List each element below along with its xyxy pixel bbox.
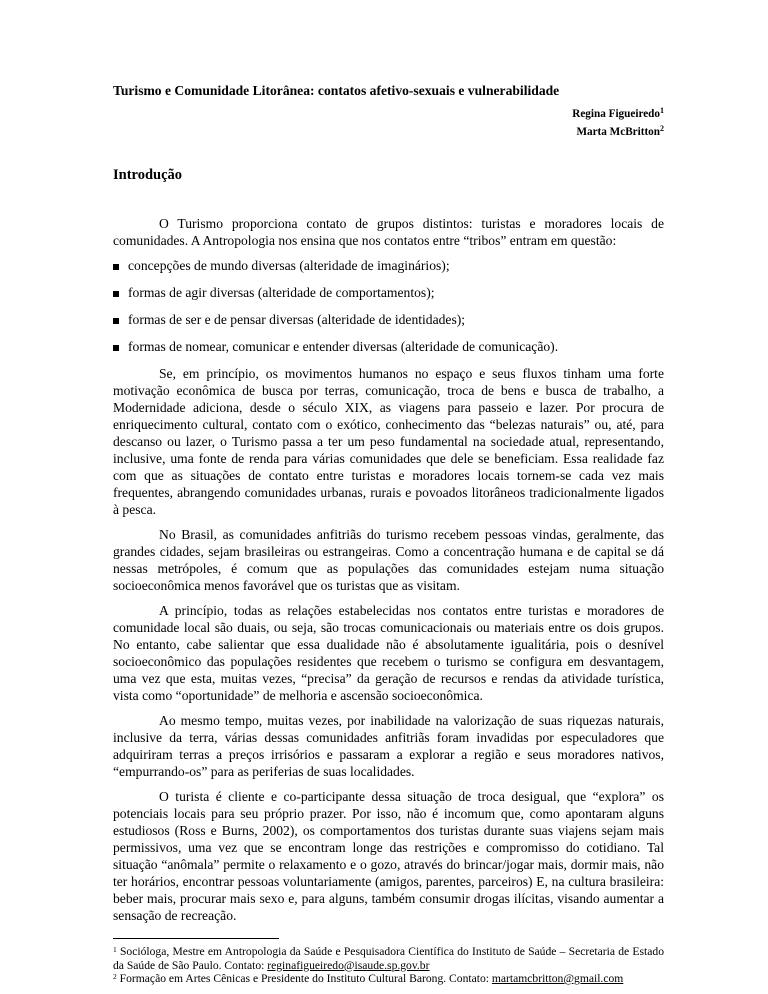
paragraph: A princípio, todas as relações estabelecidas nos contatos entre turistas e moradores de comunidade local são duais, ou seja, são trocas comunicacionais ou materiais entre os dois grupos. No entanto, cabe salientar que essa dualidade não é absolutamente igualitária, pois o desnível socioeconômico das populações residentes que recebem o turismo se configura em desvantagem, uma vez que esta, muitas vezes, “precisa” da geração de recursos e rendas da atividade turística, vista como “oportunidade” de melhoria e ascensão socioeconômica. — [113, 603, 664, 703]
paragraph: O turista é cliente e co-participante dessa situação de troca desigual, que “explora” os potenciais locais para seu próprio prazer. Por isso, não é incomum que, como apontaram alguns estudiosos (Ross e Burns, 2002), os comportamentos dos turistas durante suas viajens sejam mais permissivos, uma vez que se encontram longe das restrições e compromisso do cotidiano. Tal situação “anômala” permite o relaxamento e o gozo, através do brincar/jogar mais, dormir mais, não ter horários, encontrar pessoas voluntariamente (amigos, parentes, parceiros) E, na cultura brasileira: beber mais, procurar mais sexo e, para alguns, também consumir drogas ilícitas, visando aumentar a sensação de recreação. — [113, 789, 664, 923]
email-link[interactable]: martamcbritton@gmail.com — [491, 972, 624, 985]
list-item-text: formas de ser e de pensar diversas (alteridade de identidades); — [128, 312, 466, 327]
list-item-text: formas de nomear, comunicar e entender diversas (alteridade de comunicação). — [128, 339, 559, 354]
author-line — [113, 105, 664, 123]
paper-title: Turismo e Comunidade Litorânea: contatos afetivo-sexuais e vulnerabilidade — [113, 83, 560, 98]
footnote — [113, 972, 664, 986]
footnote-number: 2 — [113, 972, 117, 981]
list-item — [113, 257, 664, 274]
list-item-text: concepções de mundo diversas (alteridade de imaginários); — [128, 258, 450, 273]
footnote — [113, 945, 664, 972]
square-bullet-icon — [113, 345, 119, 351]
bullet-list — [113, 257, 664, 355]
list-item-text: formas de agir diversas (alteridade de comportamentos); — [128, 285, 435, 300]
paragraph: O Turismo proporciona contato de grupos distintos: turistas e moradores locais de comunidades. A Antropologia nos ensina que nos contatos entre “tribos” entram em questão: — [113, 216, 664, 248]
square-bullet-icon — [113, 264, 119, 270]
paragraph: Se, em princípio, os movimentos humanos no espaço e seus fluxos tinham uma forte motivação econômica de busca por terras, comunicação, troca de bens e busca de trabalho, a Modernidade adiciona, desde o século XIX, as viagens para passeio e lazer. Por procura de enriquecimento cultural, contato com o exótico, conhecimento das “belezas naturais” ou, até, para descanso ou lazer, o Turismo passa a ter um peso fundamental na sociedade atual, representando, inclusive, uma fonte de renda para várias comunidades que dele se beneficiam. Essa realidade faz com que as situações de contato entre turistas e moradores locais tornem-se cada vez mais frequentes, abrangendo comunidades urbanas, rurais e povoados litorâneos tradicionalmente ligados à pesca. — [113, 366, 664, 517]
list-item — [113, 311, 664, 328]
paragraph: Ao mesmo tempo, muitas vezes, por inabilidade na valorização de suas riquezas naturais, inclusive da terra, várias dessas comunidades anfitriãs foram invadidas por especuladores que adquiriram terras a preços irrisórios e passaram a explorar a região e seus moradores nativos, “empurrando-os” para as periferias de suas localidades. — [113, 713, 664, 779]
section-heading: Introdução — [113, 167, 183, 183]
footnote-divider — [113, 938, 279, 939]
author-footnote-marker[interactable]: 1 — [660, 106, 664, 115]
paragraph: No Brasil, as comunidades anfitriãs do turismo recebem pessoas vindas, geralmente, das grandes cidades, sejam brasileiras ou estrangeiras. Como a concentração humana e de capital se dá nessas metrópoles, é comum que as populações das comunidades estejam numa situação socioeconômica menos favorável que os turistas que as visitam. — [113, 527, 664, 593]
list-item — [113, 284, 664, 301]
author-name: Regina Figueiredo — [572, 108, 660, 120]
author-footnote-marker[interactable]: 2 — [660, 124, 664, 133]
footnote-text: Formação em Artes Cênicas e Presidente do Instituto Cultural Barong. Contato: — [119, 972, 492, 985]
author-line — [113, 123, 664, 141]
list-item — [113, 338, 664, 355]
square-bullet-icon — [113, 318, 119, 324]
square-bullet-icon — [113, 291, 119, 297]
footnote-number: 1 — [113, 945, 117, 954]
email-link[interactable]: reginafigueiredo@isaude.sp.gov.br — [267, 958, 430, 972]
author-name: Marta McBritton — [576, 126, 660, 138]
footnote-text: Socióloga, Mestre em Antropologia da Saúde e Pesquisadora Científica do Instituto de Saúde – Secretaria de Estado da Saúde de São Paulo. Contato: — [113, 945, 664, 972]
